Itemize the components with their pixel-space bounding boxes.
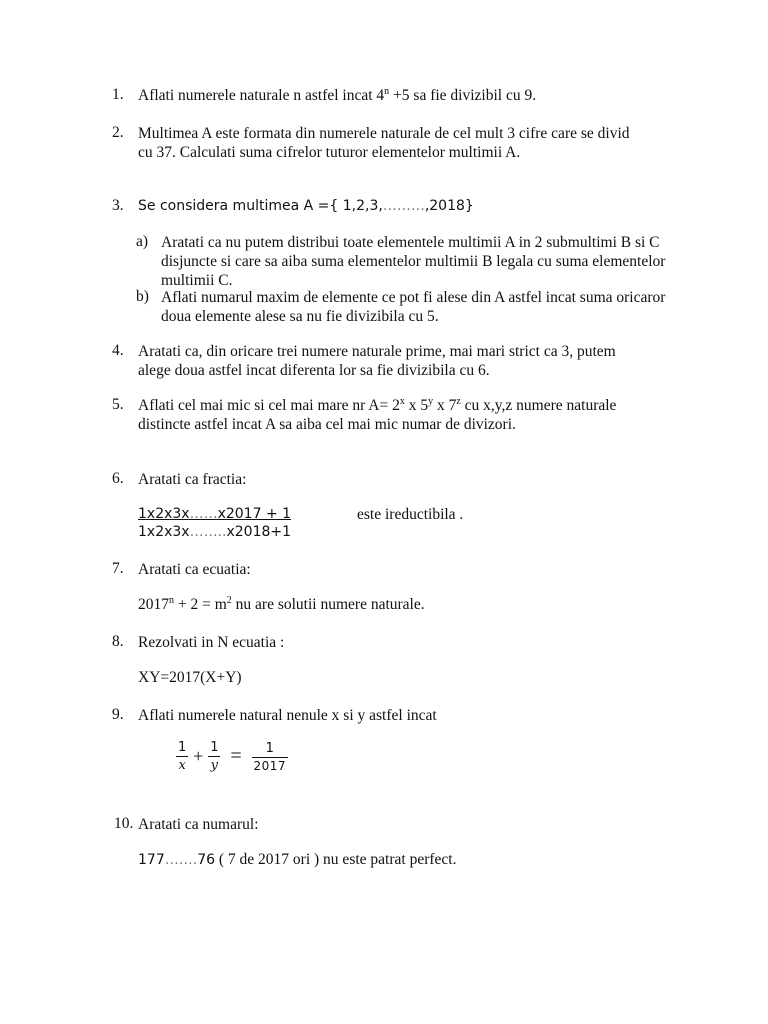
problem-text: Aratati ca, din oricare trei numere naturale prime, mai mari strict ca 3, putem alege doua astfel incat diferenta lor sa fie divizibila cu 6. — [138, 343, 616, 379]
part-text: Aflati numarul maxim de elemente ce pot fi alese din A astfel incat suma oricaror doua elemente alese sa nu fie divizibila cu 5. — [161, 289, 666, 325]
problem-text: Aflati numerele naturale n astfel incat $4^n +5$ sa fie divizibil cu 9. — [138, 85, 537, 104]
problem-text: Aratati ca numarul: — [138, 816, 259, 833]
equals-sign: = — [230, 745, 242, 767]
problem-number: 3. — [112, 197, 124, 214]
problem-text: Aratati ca ecuatia: — [138, 561, 251, 578]
fraction-1-over-y: $\frac{1}{y}$ — [210, 740, 219, 773]
problem-text: Rezolvati in N ecuatia : — [138, 634, 285, 651]
fraction-1-over-2017: $\frac{1}{2017}$ — [253, 740, 287, 773]
problem-text: Aratati ca fractia: — [138, 471, 247, 488]
number-statement: 177…….76 ( 7 de 2017 ori ) nu este patrat perfect. — [138, 851, 457, 868]
part-label: a) — [136, 233, 149, 250]
fraction-1-over-x: $\frac{1}{x}$ — [178, 740, 187, 773]
problem-text: Se considera multimea A ={ 1,2,3,………,2018} — [138, 198, 474, 214]
equation-7: $2017^n + 2 = m^2$ nu are solutii numere naturale. — [138, 594, 425, 613]
problem-number: 9. — [112, 706, 124, 723]
fraction-numerator: 1x2x3x……x2017 + 1 — [138, 506, 292, 522]
fraction-side-text: este ireductibila . — [357, 506, 464, 523]
problem-number: 7. — [112, 560, 124, 577]
problem-number: 2. — [112, 124, 124, 141]
equation-8: XY=2017(X+Y) — [138, 669, 242, 686]
problem-number: 8. — [112, 633, 124, 650]
problem-number: 4. — [112, 342, 124, 359]
plus-sign: + — [193, 746, 204, 766]
problem-number: 1. — [112, 86, 124, 103]
problem-number: 5. — [112, 396, 124, 413]
equation-9 — [176, 740, 288, 773]
part-label: b) — [136, 288, 149, 305]
part-text: Aratati ca nu putem distribui toate elementele multimii A in 2 submultimi B si C disjuncte si care sa aiba suma elementelor multimii B legala cu suma elementelor multimii C. — [161, 234, 666, 289]
problem-number: 10. — [114, 815, 134, 832]
fraction-denominator: 1x2x3x……..x2018+1 — [138, 524, 292, 540]
problem-text: Aflati cel mai mic si cel mai mare nr $A= 2^x$ x 5$^y$ x 7$^z$ cu x,y,z numere naturale distincte astfel incat A sa aiba cel mai mic numar de divizori. — [138, 395, 617, 433]
problem-text: Aflati numerele natural nenule x si y astfel incat — [138, 707, 437, 724]
problem-text: Multimea A este formata din numerele naturale de cel mult 3 cifre care se divid cu 37. Calculati suma cifrelor tuturor elementelor multimii A. — [138, 125, 630, 161]
problem-number: 6. — [112, 470, 124, 487]
